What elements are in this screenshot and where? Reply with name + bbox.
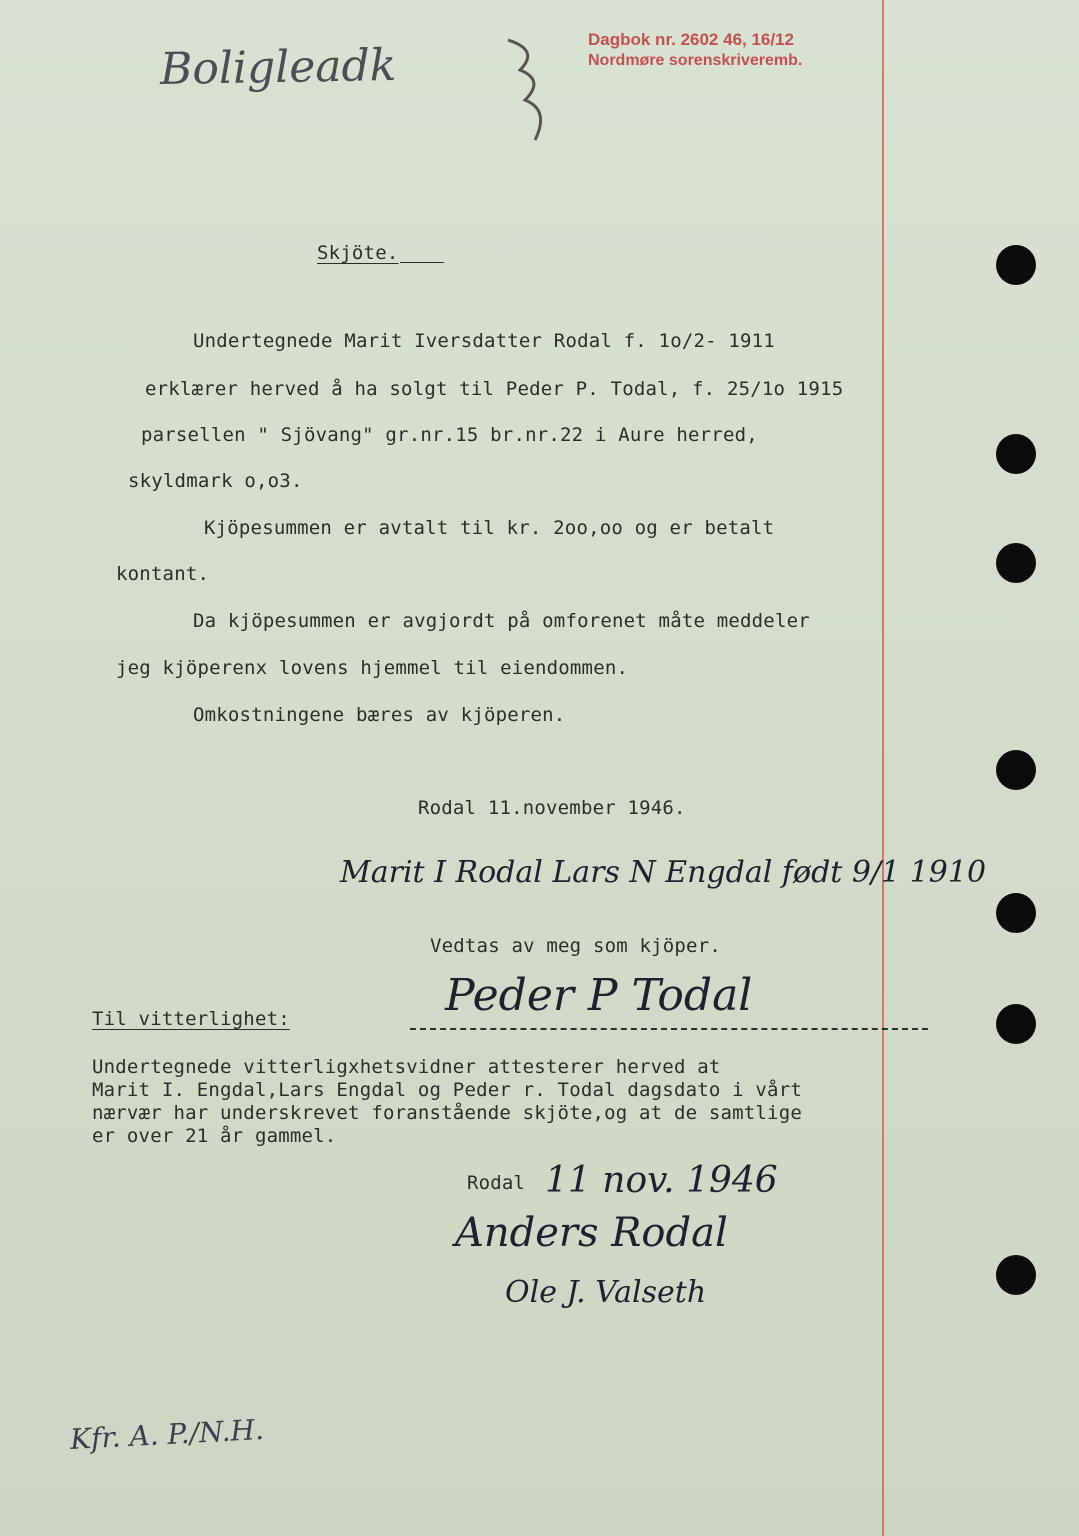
red-margin-line <box>882 0 884 1536</box>
body-line-8: jeg kjöperenx lovens hjemmel til eiendommen. <box>116 657 629 679</box>
footer-note: Kfr. A. P./N.H. <box>69 1412 265 1457</box>
punch-hole <box>996 1255 1036 1295</box>
witness-date-place: Rodal <box>467 1172 526 1194</box>
title-underline-extension <box>400 262 444 263</box>
body-line-4: skyldmark o,o3. <box>128 470 303 492</box>
handwritten-title: Boligleadk <box>159 39 397 96</box>
witness-signature-2: Ole J. Valseth <box>505 1275 707 1310</box>
witness-signature-1: Anders Rodal <box>455 1210 728 1256</box>
body-line-1: Undertegnede Marit Iversdatter Rodal f. 1o/2- 1911 <box>193 330 775 352</box>
punch-hole <box>996 1004 1036 1044</box>
punch-hole <box>996 434 1036 474</box>
punch-hole <box>996 245 1036 285</box>
acceptance-line: Vedtas av meg som kjöper. <box>430 935 721 957</box>
punch-hole <box>996 893 1036 933</box>
punch-hole <box>996 543 1036 583</box>
journal-stamp-line1: Dagbok nr. 2602 46, 16/12 <box>588 30 795 49</box>
pencil-scribble <box>500 30 560 150</box>
attestation-line-2: Marit I. Engdal,Lars Engdal og Peder r. Todal dagsdato i vårt <box>92 1079 802 1101</box>
body-line-6: kontant. <box>116 563 210 585</box>
witness-label: Til vitterlighet: <box>92 1008 290 1030</box>
attestation-line-3: nærvær har underskrevet foranstående skjöte,og at de samtlige <box>92 1102 802 1124</box>
punch-hole <box>996 750 1036 790</box>
body-line-2: erklærer herved å ha solgt til Peder P. Todal, f. 25/1o 1915 <box>145 378 844 400</box>
signature-line <box>410 1028 928 1030</box>
body-line-9: Omkostningene bæres av kjöperen. <box>193 704 566 726</box>
date-place: Rodal 11.november 1946. <box>418 797 686 819</box>
attestation-line-1: Undertegnede vitterligxhetsvidner attesterer herved at <box>92 1056 721 1078</box>
attestation-line-4: er over 21 år gammel. <box>92 1125 337 1147</box>
body-line-3: parsellen " Sjövang" gr.nr.15 br.nr.22 i Aure herred, <box>141 424 758 446</box>
body-line-5: Kjöpesummen er avtalt til kr. 2oo,oo og er betalt <box>204 517 775 539</box>
body-line-7: Da kjöpesummen er avgjordt på omforenet måte meddeler <box>193 610 810 632</box>
journal-stamp-line2: Nordmøre sorenskriveremb. <box>588 52 803 69</box>
seller-signatures: Marit I Rodal Lars N Engdal født 9/1 1910 <box>340 855 987 890</box>
witness-date-handwritten: 11 nov. 1946 <box>545 1160 778 1201</box>
document-title: Skjöte. <box>317 242 399 264</box>
buyer-signature: Peder P Todal <box>445 970 753 1021</box>
